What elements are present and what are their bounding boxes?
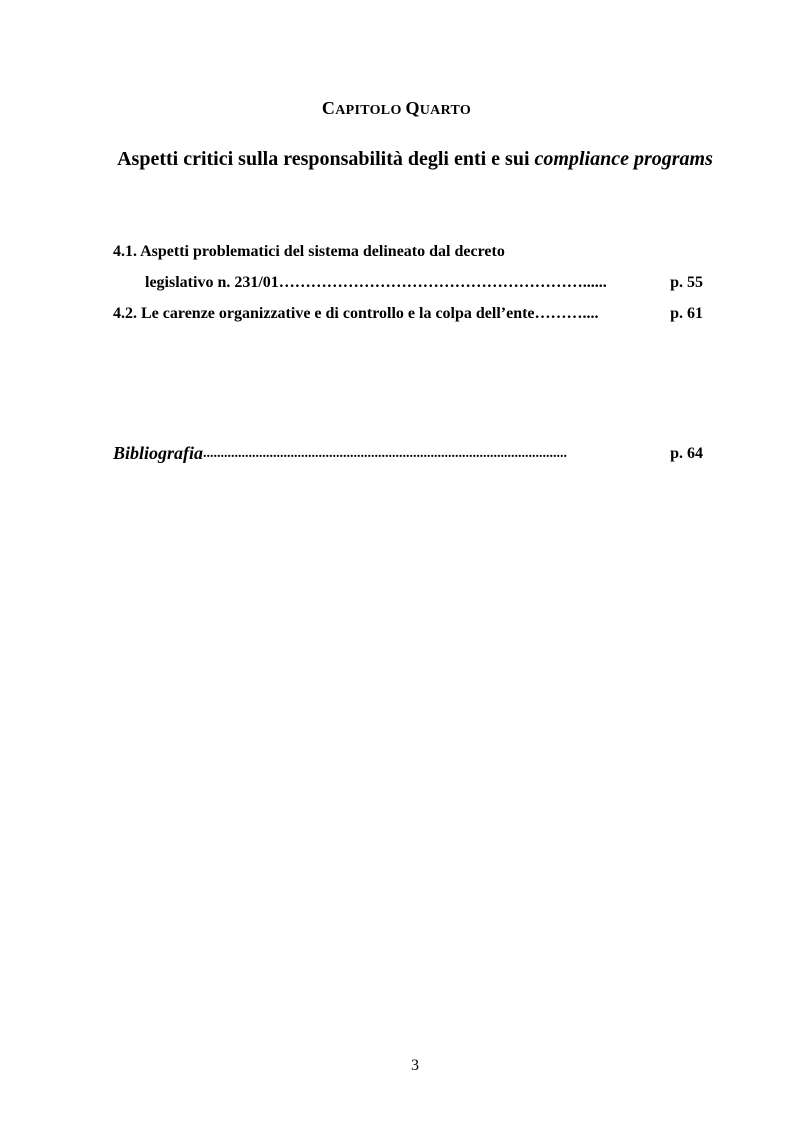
toc-entry-4-1-line1: 4.1. Aspetti problematici del sistema delineato dal decreto <box>113 243 505 260</box>
bibliography-label: Bibliografia <box>113 443 204 463</box>
toc-bibliography <box>113 442 703 466</box>
heading-cap-1: C <box>321 98 336 118</box>
heading-rest-1: APITOLO <box>335 103 406 118</box>
toc-entry-4-1-text: legislativo n. 231/01 <box>145 274 279 291</box>
chapter-heading <box>0 98 793 119</box>
heading-cap-2: Q <box>405 98 420 118</box>
toc-entry-4-2-text: 4.2. Le carenze organizzative e di controllo e la colpa dell’ente <box>113 305 535 322</box>
toc-leader-dots: ……….... <box>534 305 599 322</box>
chapter-title-italic: compliance programs <box>534 148 713 170</box>
toc-page-ref: p. 55 <box>670 274 703 291</box>
heading-rest-2: UARTO <box>419 103 472 118</box>
toc-entry-4-1-line2 <box>145 273 703 293</box>
chapter-title-main: Aspetti critici sulla responsabilità degli enti e sui <box>117 148 535 170</box>
page-number: 3 <box>411 1057 419 1074</box>
bibliography-page-ref: p. 64 <box>670 445 703 462</box>
chapter-title <box>100 147 730 172</box>
bibliography-leader-dots: ........................................................................................................ <box>203 446 568 461</box>
toc-entry-4-2 <box>113 304 703 324</box>
toc-page-ref: p. 61 <box>670 305 703 322</box>
toc-leader-dots: …………………………………………………...... <box>278 274 607 291</box>
